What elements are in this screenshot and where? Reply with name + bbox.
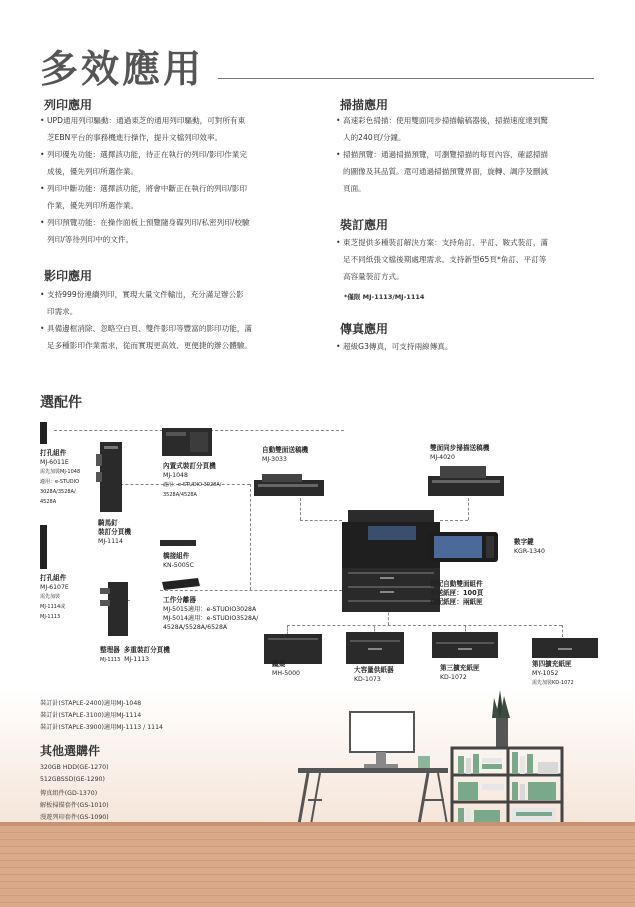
bullet-line — [40, 112, 246, 129]
multi-finisher-label: 整理器 多重裝訂分頁機 MJ-1113 MJ-1113 — [100, 646, 170, 663]
bullet-line — [47, 303, 77, 320]
duplex-label: 標配自動雙面組件 手送紙匣：100頁 標配紙匣：兩紙匣 — [430, 580, 484, 606]
bullet-line — [47, 129, 222, 146]
bullet-line — [343, 163, 548, 180]
staple-note-2: 裝訂針(STAPLE-3100)適用MJ-1114 — [40, 712, 142, 719]
bullet-text: 足多種影印作業需求，從而實現更高效、更便捷的辦公體驗。 — [47, 341, 253, 350]
bridge-label: 橋接組件 KN-5005C — [163, 552, 194, 569]
bullet-text: 作業，優先列印所選作業。 — [47, 201, 139, 210]
bullet-text: 超級G3傳真，可支持兩線傳真。 — [343, 342, 453, 351]
bullet-text: 列印中斷功能：選擇該功能，將會中斷正在執行的列印/影印 — [47, 184, 247, 193]
accessories-heading: 選配件 — [40, 395, 82, 411]
fourth-tray-image — [530, 636, 600, 660]
punch-unit-image — [40, 422, 47, 444]
third-tray-image — [430, 630, 500, 660]
connector-line — [300, 498, 301, 520]
lcf-image — [344, 630, 406, 666]
copy-heading: 影印應用 — [44, 269, 93, 283]
bullet-dot: • — [40, 218, 45, 227]
bullet-text: 列印/等待列印中的文件。 — [47, 235, 134, 244]
bullet-line — [343, 180, 366, 197]
bullet-line — [47, 231, 133, 248]
other-option-item: 傳真組件(GD-1370) — [40, 790, 98, 797]
punch1-label: 打孔組件 MJ-6011E 需先加裝MJ-1048 適用：e-STUDIO 3028A/3528A/ 4528A — [40, 449, 81, 505]
bullet-text: 具備邊框消除、忽略空白頁、雙件影印等豐富的影印功能，滿 — [47, 324, 253, 333]
bullet-line — [47, 163, 138, 180]
other-option-item: 解板掃描套件(GS-1010) — [40, 802, 109, 809]
bullet-text: 列印預覽功能：在操作面板上預覽隨身碟列印/私密列印/校驗 — [47, 218, 250, 227]
third-tray-label: 第三擴充紙匣 KD-1072 — [440, 664, 480, 681]
inner-finisher-image — [160, 424, 214, 458]
binding-heading: 裝訂應用 — [340, 218, 389, 232]
staple-note-1: 裝訂針(STAPLE-2400)適用MJ-1048 — [40, 700, 142, 707]
bullet-line — [40, 146, 247, 163]
bullet-text: 高速彩色掃描：使用雙面同步掃描輸稿器後，掃描速度達到驚 — [343, 116, 549, 125]
bullet-line — [40, 286, 244, 303]
other-option-item: 512GBSSD(GE-1290) — [40, 776, 105, 783]
bullet-text: 東芝提供多種裝訂解決方案：支持角訂、平訂、鞍式裝訂，滿 — [343, 238, 549, 247]
bullet-dot: • — [40, 324, 45, 333]
scan-heading: 掃描應用 — [340, 98, 389, 112]
title-underline — [218, 78, 594, 79]
bullet-text: 頁面。 — [343, 184, 366, 193]
bullet-line — [40, 320, 253, 337]
print-heading: 列印應用 — [44, 98, 93, 112]
bullet-line — [40, 214, 250, 231]
fax-heading: 傳真應用 — [340, 322, 389, 336]
punch2-label: 打孔組件 MJ-6107E 需先加裝 MJ-1114或 MJ-1113 — [40, 574, 69, 620]
page-title: 多效應用 — [40, 47, 205, 91]
other-option-item: 320GB HDD(GE-1270) — [40, 764, 109, 771]
job-separator-label: 工作分離器 MJ-5015適用：e-STUDIO3028A MJ-5014適用：e-STUDIO3528A/ 4528A/5528A/6528A — [163, 596, 259, 631]
other-options-heading: 其他選購件 — [40, 744, 101, 758]
multi-finisher-image — [98, 578, 132, 638]
bullet-text: 芝EBN平台的事務機進行操作，提升文檔列印效率。 — [47, 133, 223, 142]
saddle-finisher-label: 騎馬釘 裝訂分頁機 MJ-1114 — [98, 519, 131, 545]
bullet-text: 印需求。 — [47, 307, 78, 316]
bullet-dot: • — [336, 238, 341, 247]
lcf-label: 大容量供紙器 KD-1073 — [354, 666, 394, 683]
bullet-line — [343, 268, 404, 285]
bullet-dot: • — [40, 116, 45, 125]
bullet-line — [336, 112, 549, 129]
bullet-dot: • — [40, 184, 45, 193]
fourth-tray-label: 第四擴充紙匣 MY-1052 需先加裝KD-1072 — [532, 660, 574, 686]
bullet-text: UPD通用列印驅動：通過東芝的通用列印驅動，可對所有東 — [47, 116, 246, 125]
bullet-line — [336, 234, 549, 251]
mfp-main-image — [340, 510, 442, 614]
keypad-label: 數字鍵 KGR-1340 — [514, 538, 545, 555]
connector-line — [300, 520, 342, 521]
connector-line — [287, 625, 562, 626]
bullet-text: 成後，優先列印所選作業。 — [47, 167, 139, 176]
bullet-line — [336, 338, 453, 355]
desk-label: 鐵桌 MH-5000 — [272, 660, 300, 677]
bullet-line — [343, 251, 546, 268]
staple-note-3: 裝訂針(STAPLE-3900)適用MJ-1113 / 1114 — [40, 724, 163, 731]
bullet-text: 人的240頁/分鐘。 — [343, 133, 406, 142]
bullet-text: 支持999份連續列印，實現大量文件輸出，充分滿足辦公影 — [47, 290, 244, 299]
radf-label: 自動雙面送稿機 MJ-3033 — [262, 446, 309, 463]
bullet-line — [343, 129, 406, 146]
connector-line — [468, 498, 469, 520]
bullet-line — [47, 337, 252, 354]
bullet-dot: • — [40, 150, 45, 159]
dsdf-label: 雙面同步掃描送稿機 MJ-4020 — [430, 444, 490, 461]
bullet-line — [40, 180, 247, 197]
bullet-dot: • — [40, 290, 45, 299]
bullet-text: 掃描預覽：通過掃描預覽，可瀏覽掃描的每頁內容，確認掃描 — [343, 150, 549, 159]
bullet-line — [336, 146, 549, 163]
bullet-dot: • — [336, 116, 341, 125]
inner-finisher-label: 內置式裝訂分頁機 MJ-1048 適用：e-STUDIO 3028A/ 3528A/4528A — [163, 462, 222, 498]
connector-line — [440, 520, 468, 521]
radf-image — [252, 472, 326, 498]
bullet-text: 列印優先功能：選擇該功能，待正在執行的列印/影印作業完 — [47, 150, 247, 159]
bullet-line — [47, 197, 138, 214]
office-illustration — [290, 690, 610, 836]
dsdf-image — [426, 462, 506, 498]
saddle-finisher-image — [96, 436, 126, 516]
bullet-text: 足不同紙張文檔後期處理需求。支持新型65頁*角訂、平訂等 — [343, 255, 547, 264]
bullet-dot: • — [336, 150, 341, 159]
connector-line — [250, 484, 251, 590]
bullet-text: 高容量裝訂方式。 — [343, 272, 404, 281]
binding-note: *僅限 MJ-1113/MJ-1114 — [344, 293, 425, 301]
floor — [0, 826, 635, 907]
job-separator-image — [162, 576, 202, 594]
bullet-dot: • — [336, 342, 341, 351]
bullet-text: 的圖像及其品質。還可通過掃描預覽界面，旋轉、調序及刪減 — [343, 167, 549, 176]
keypad-image — [428, 530, 502, 564]
punch-unit-2-image — [40, 525, 47, 569]
bridge-unit-image — [160, 536, 200, 550]
other-option-item: 漫遊列印套件(GS-1090) — [40, 814, 109, 821]
